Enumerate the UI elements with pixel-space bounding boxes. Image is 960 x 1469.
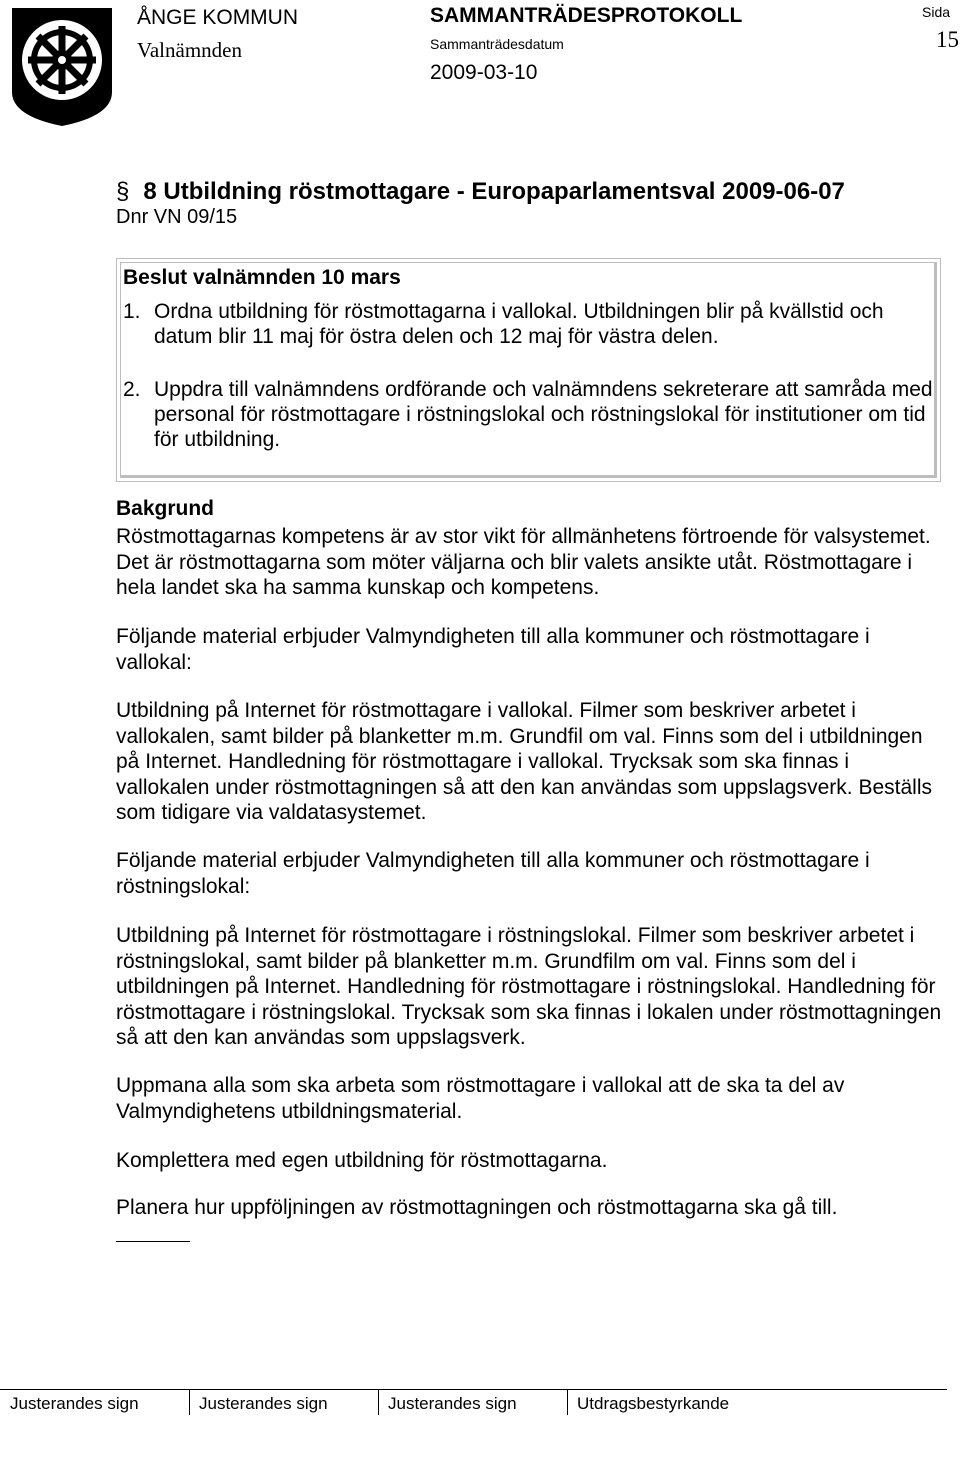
body-paragraph: Komplettera med egen utbildning för röstmottagarna.	[116, 1149, 608, 1172]
page-number: 15	[936, 27, 959, 52]
signature-field: Justerandes sign	[199, 1394, 328, 1413]
decision-item-number: 2.	[123, 378, 141, 401]
signature-field: Justerandes sign	[388, 1394, 517, 1413]
meeting-date: 2009-03-10	[430, 61, 538, 84]
body-paragraph: Utbildning på Internet för röstmottagare i vallokal. Filmer som beskriver arbetet i vallokalen, samt bilder på blanketter m.m. Grundfil om val. Finns som del i utbildningen på Internet. Handledning för röstmottagare i vallokal. Trycksak som ska finnas i vallokalen under röstmottagningen så att den kan användas som uppslagsverk. Beställs som tidigare via valdatasystemet.	[116, 699, 932, 824]
document-type: SAMMANTRÄDESPROTOKOLL	[430, 4, 743, 27]
body-paragraph: Planera hur uppföljningen av röstmottagningen och röstmottagarna ska gå till.	[116, 1196, 838, 1219]
section-title	[116, 178, 845, 206]
certification-field: Utdragsbestyrkande	[577, 1394, 730, 1413]
committee-name: Valnämnden	[137, 38, 242, 62]
decision-item-text: Ordna utbildning för röstmottagarna i vallokal. Utbildningen blir på kvällstid och datum blir 11 maj för östra delen och 12 maj för västra delen.	[154, 300, 884, 348]
body-paragraph: Följande material erbjuder Valmyndigheten till alla kommuner och röstmottagare i röstningslokal:	[116, 849, 870, 898]
section-end-rule	[116, 1241, 190, 1242]
decision-item	[123, 377, 938, 452]
organization-name: ÅNGE KOMMUN	[137, 6, 299, 29]
section-title-text: 8 Utbildning röstmottagare - Europaparlamentsval 2009-06-07	[143, 178, 845, 205]
decision-item-number: 1.	[123, 300, 141, 323]
page-label: Sida	[922, 4, 951, 20]
decision-heading: Beslut valnämnden 10 mars	[123, 266, 401, 289]
background-paragraph: Röstmottagarnas kompetens är av stor vikt för allmänhetens förtroende för valsystemet. Det är röstmottagarna som möter väljarna och blir valets ansikte utåt. Röstmottagare i hela landet ska ha samma kunskap och kompetens.	[116, 525, 931, 599]
municipality-logo	[6, 4, 118, 128]
body-paragraph: Utbildning på Internet för röstmottagare i röstningslokal. Filmer som beskriver arbetet i röstningslokal, samt bilder på blanketter m.m. Grundfilm om val. Finns som del i utbildningen på Internet. Handledning för röstmottagare i röstningslokal. Handledning för röstmottagare i röstningslokal. Trycksak som ska finnas i lokalen under röstmottagningen så att den kan användas som uppslagsverk.	[116, 924, 942, 1049]
paragraph-sign: §	[116, 178, 130, 205]
decision-item	[123, 299, 938, 349]
background-heading: Bakgrund	[116, 497, 215, 520]
meeting-date-label: Sammanträdesdatum	[430, 36, 564, 52]
decision-item-text: Uppdra till valnämndens ordförande och valnämndens sekreterare att samråda med personal för röstmottagare i röstningslokal och röstningslokal för institutioner om tid för utbildning.	[154, 378, 933, 451]
signature-field: Justerandes sign	[10, 1394, 139, 1413]
footer-rule	[0, 1389, 947, 1390]
body-paragraph: Uppmana alla som ska arbeta som röstmottagare i vallokal att de ska ta del av Valmyndighetens utbildningsmaterial.	[116, 1074, 845, 1123]
body-paragraph: Följande material erbjuder Valmyndigheten till alla kommuner och röstmottagare i vallokal:	[116, 625, 870, 674]
reference-number: Dnr VN 09/15	[116, 206, 238, 228]
